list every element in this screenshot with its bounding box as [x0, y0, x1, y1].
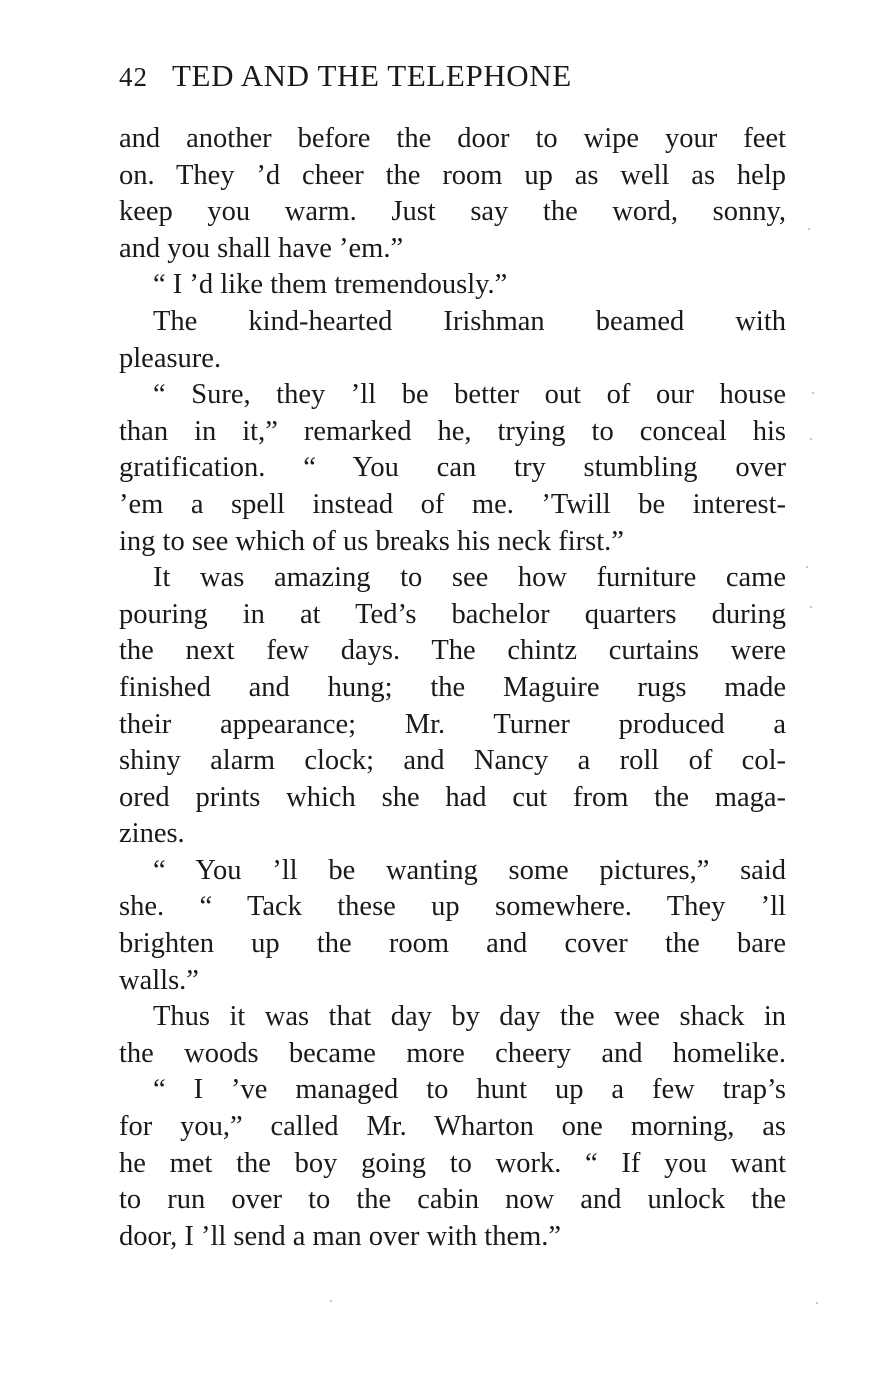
- scan-speck: [812, 392, 814, 394]
- text-line: for you,” called Mr. Wharton one morning, as: [119, 1111, 786, 1143]
- text-line: keep you warm. Just say the word, sonny,: [119, 196, 786, 228]
- text-line: shiny alarm clock; and Nancy a roll of col-: [119, 745, 786, 777]
- text-line: “ I ’ve managed to hunt up a few trap’s: [153, 1074, 786, 1106]
- text-line: ’em a spell instead of me. ’Twill be interest-: [119, 488, 786, 520]
- text-line: gratification. “ You can try stumbling over: [119, 452, 786, 484]
- text-line: pleasure.: [119, 342, 222, 374]
- text-line: he met the boy going to work. “ If you want: [119, 1147, 786, 1179]
- text-line: door, I ’ll send a man over with them.”: [119, 1220, 562, 1252]
- text-line: ing to see which of us breaks his neck first.”: [119, 525, 624, 557]
- text-line: brighten up the room and cover the bare: [119, 928, 786, 960]
- text-line: on. They ’d cheer the room up as well as help: [119, 159, 786, 191]
- scan-speck: [808, 228, 810, 230]
- scan-speck: [806, 566, 808, 568]
- scan-speck: [810, 438, 812, 440]
- text-line: and another before the door to wipe your feet: [119, 123, 786, 154]
- text-line: she. “ Tack these up somewhere. They ’ll: [119, 891, 786, 923]
- text-line: walls.”: [119, 964, 199, 996]
- text-line: It was amazing to see how furniture came: [153, 562, 786, 594]
- text-line: their appearance; Mr. Turner produced a: [119, 708, 786, 740]
- text-line: than in it,” remarked he, trying to conceal his: [119, 415, 786, 447]
- text-line: the woods became more cheery and homelike.: [119, 1037, 786, 1069]
- page-number: 42: [119, 62, 148, 92]
- page-header: [119, 58, 786, 98]
- text-line: zines.: [119, 818, 185, 850]
- text-line: to run over to the cabin now and unlock the: [119, 1184, 786, 1216]
- text-line: the next few days. The chintz curtains were: [119, 635, 786, 667]
- text-line: and you shall have ’em.”: [119, 232, 404, 264]
- text-line: finished and hung; the Maguire rugs made: [119, 671, 786, 703]
- body-text: [119, 121, 786, 1255]
- running-title: TED AND THE TELEPHONE: [172, 58, 572, 93]
- text-line: ored prints which she had cut from the maga-: [119, 781, 786, 813]
- scan-speck: [816, 1302, 818, 1304]
- text-line: Thus it was that day by day the wee shack in: [153, 1001, 786, 1033]
- scan-speck: [810, 606, 812, 608]
- scan-speck: [330, 1300, 332, 1302]
- text-line: “ I ’d like them tremendously.”: [153, 269, 508, 301]
- text-line: The kind-hearted Irishman beamed with: [153, 305, 786, 337]
- text-line: pouring in at Ted’s bachelor quarters during: [119, 598, 786, 630]
- text-line: “ Sure, they ’ll be better out of our house: [153, 379, 786, 411]
- text-line: “ You ’ll be wanting some pictures,” said: [153, 854, 786, 886]
